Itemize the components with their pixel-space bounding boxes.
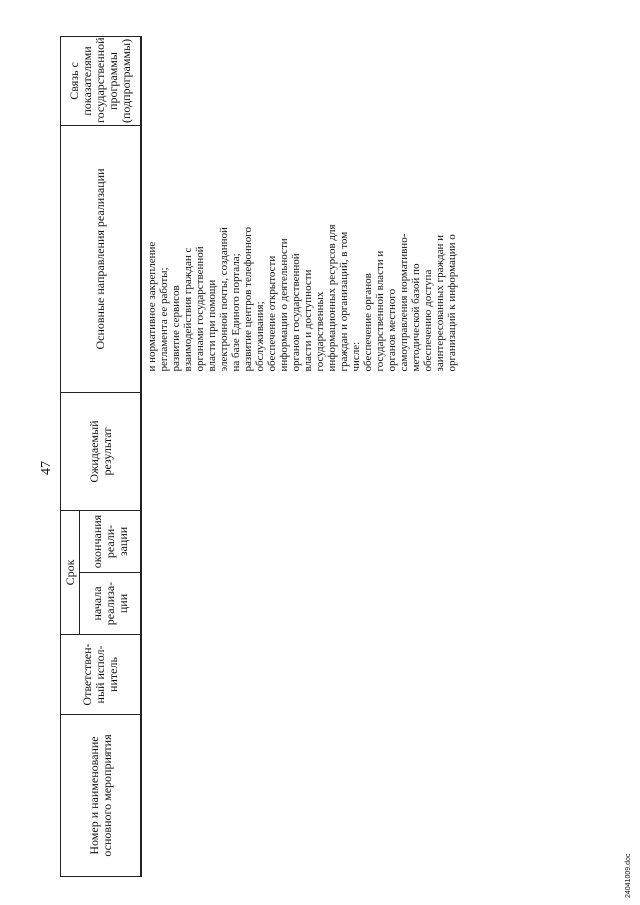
header-row-1 xyxy=(61,37,80,877)
cell-main-directions xyxy=(141,126,601,393)
text-line: обеспечение органов xyxy=(362,273,374,372)
document-filename: 24041009.doc xyxy=(625,853,632,898)
table-row xyxy=(141,37,601,877)
cell-executor xyxy=(141,635,601,715)
text-line: взаимодействия граждан с xyxy=(182,247,194,372)
text-line: государственных xyxy=(314,291,326,372)
col-executor: Ответствен-ный испол-нитель xyxy=(61,635,142,715)
text-line: информационных ресурсов для xyxy=(326,224,338,372)
text-line: регламента ее работы; xyxy=(158,267,170,372)
text-line: методической базой по xyxy=(410,263,422,372)
text-line: информации о деятельности xyxy=(278,238,290,372)
col-term-start: начала реализа-ции xyxy=(80,573,142,635)
main-directions-text xyxy=(146,126,458,372)
page-number: 47 xyxy=(39,461,54,475)
text-line: электронной почты, созданной xyxy=(218,227,230,372)
cell-term-end xyxy=(141,511,601,573)
cell-term-start xyxy=(141,573,601,635)
col-term-end: окончания реали-зации xyxy=(80,511,142,573)
text-line: числе: xyxy=(350,341,362,372)
text-line: обеспечению доступа xyxy=(422,269,434,372)
cell-number-name xyxy=(141,715,601,877)
text-line: развитие центров телефонного xyxy=(242,226,254,372)
cell-relation xyxy=(141,37,601,126)
text-line: органов местного xyxy=(386,288,398,372)
text-line: обеспечение открытости xyxy=(266,255,278,372)
text-line: власти и доступности xyxy=(302,269,314,372)
text-line: государственной власти и xyxy=(374,250,386,372)
col-expected-result: Ожидаемый результат xyxy=(61,393,142,511)
cell-expected-result xyxy=(141,393,601,511)
col-term: Срок xyxy=(61,511,80,635)
col-relation: Связь с показателями государственной программы (подпрограммы) xyxy=(61,37,142,126)
col-number-name: Номер и наименование основного мероприятия xyxy=(61,715,142,877)
text-line: органов государственной xyxy=(290,253,302,372)
text-line: обслуживания; xyxy=(254,301,266,372)
text-line: организаций к информации о xyxy=(446,234,458,372)
text-line: граждан и организаций, в том xyxy=(338,231,350,372)
text-line: самоуправления нормативно- xyxy=(398,233,410,372)
activity-plan-table xyxy=(60,36,601,877)
text-line: власти при помощи xyxy=(206,279,218,372)
text-line: заинтересованных граждан и xyxy=(434,234,446,372)
col-main-directions: Основные направления реализации xyxy=(61,126,142,393)
text-line: и нормативное закрепление xyxy=(146,241,158,372)
text-line: развитие сервисов xyxy=(170,285,182,372)
text-line: на базе Единого портала; xyxy=(230,253,242,372)
text-line: органами государственной xyxy=(194,246,206,372)
